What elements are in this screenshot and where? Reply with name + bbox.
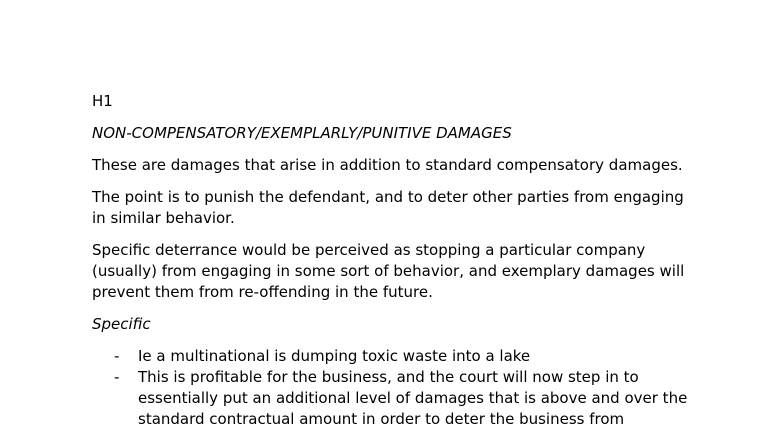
list-item	[92, 346, 692, 367]
list-item	[92, 367, 692, 430]
bullet-text: Ie a multinational is dumping toxic waste into a lake	[138, 347, 531, 365]
paragraph-compensatory: These are damages that arise in addition to standard compensatory damages.	[92, 156, 683, 174]
bullet-text: This is profitable for the business, and the court will now step in to essentially put an additional level of damages that is above and over the standard contractual amount in order to deter the business from	[138, 368, 688, 428]
document-body	[92, 91, 692, 430]
bullet-dash: -	[114, 368, 120, 386]
subheading-specific: Specific	[92, 315, 151, 333]
heading-style-tag: H1	[92, 92, 113, 110]
bullet-list	[92, 346, 692, 430]
bullet-dash: -	[114, 347, 120, 365]
paragraph-punish-deter: The point is to punish the defendant, and to deter other parties from engaging in similar behavior.	[92, 188, 684, 227]
paragraph-specific-deterrance: Specific deterrance would be perceived as stopping a particular company (usually) from engaging in some sort of behavior, and exemplary damages will prevent them from re-offending in the future.	[92, 241, 685, 301]
document-title: NON-COMPENSATORY/EXEMPLARLY/PUNITIVE DAMAGES	[92, 124, 512, 142]
